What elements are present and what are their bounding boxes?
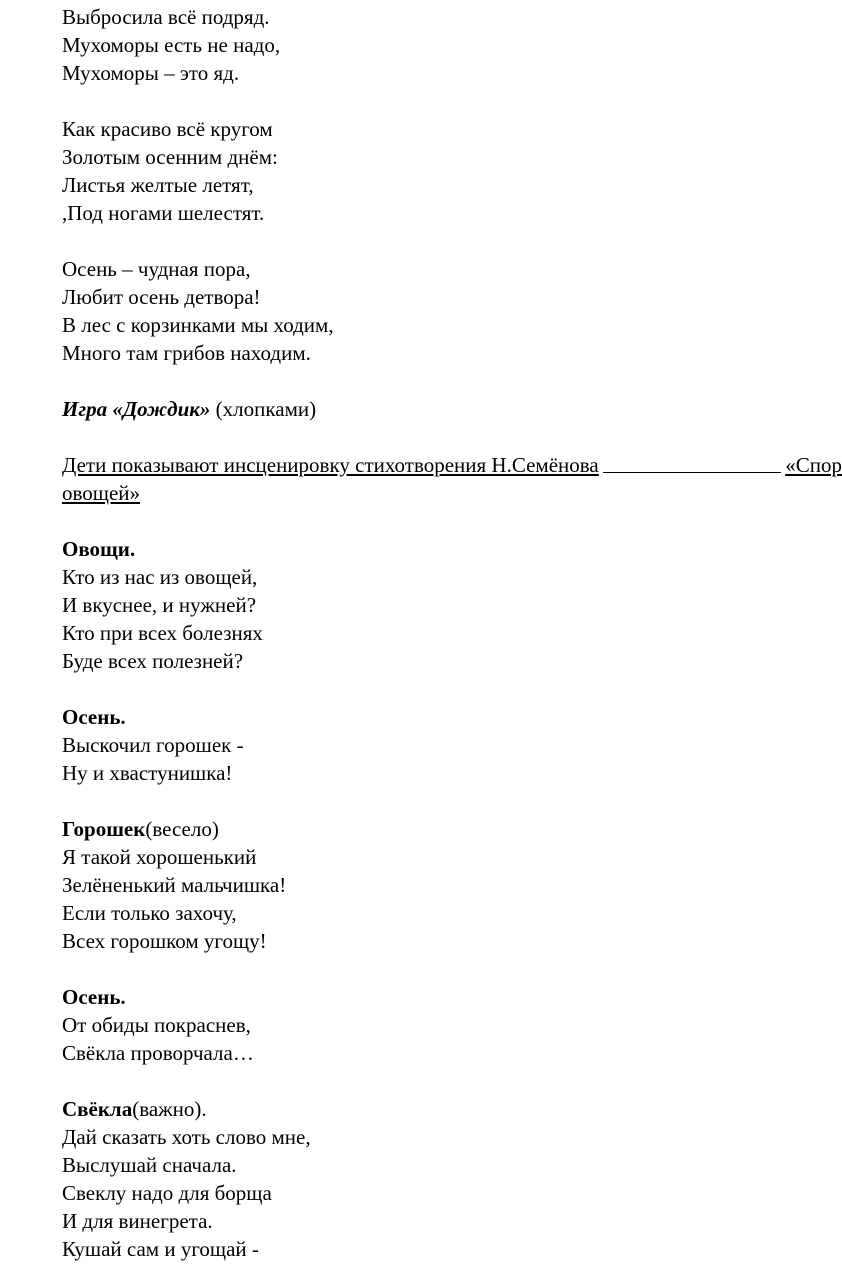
speaker-name: Овощи.	[62, 537, 136, 561]
poem-line: Золотым осенним днём:	[62, 145, 278, 169]
poem-line: Всех горошком угощу!	[62, 929, 267, 953]
game-title: Игра «Дождик»	[62, 397, 211, 421]
intro-paragraph	[62, 451, 842, 507]
poem-line: Осень – чудная пора,	[62, 257, 251, 281]
autumn-block-2	[62, 983, 816, 1067]
poem-line: В лес с корзинками мы ходим,	[62, 313, 334, 337]
intro-text-left: Дети показывают инсценировку стихотворения Н.Семёнова	[62, 453, 599, 477]
poem-line: Кушай сам и угощай -	[62, 1237, 259, 1261]
stage-direction: (важно).	[132, 1097, 207, 1121]
blank-line	[62, 675, 816, 703]
stanza-1	[62, 3, 816, 87]
speaker-name: Осень.	[62, 705, 126, 729]
poem-line: И для винегрета.	[62, 1209, 213, 1233]
poem-line: Ну и хвастунишка!	[62, 761, 233, 785]
poem-line: Свеклу надо для борща	[62, 1181, 272, 1205]
speaker-name: Горошек	[62, 817, 146, 841]
poem-line: Свёкла проворчала…	[62, 1041, 254, 1065]
speaker-heading	[62, 1095, 816, 1123]
speaker-name: Свёкла	[62, 1097, 133, 1121]
poem-line: Если только захочу,	[62, 901, 237, 925]
beet-block	[62, 1095, 816, 1263]
game-note: (хлопками)	[210, 397, 317, 421]
intro-line-1	[62, 451, 842, 479]
blank-line	[62, 87, 816, 115]
poem-line: Дай сказать хоть слово мне,	[62, 1125, 311, 1149]
blank-line	[62, 507, 816, 535]
blank-line	[62, 1067, 816, 1095]
poem-line: Любит осень детвора!	[62, 285, 261, 309]
autumn-block-1	[62, 703, 816, 787]
blank-line	[62, 227, 816, 255]
poem-line: Кто из нас из овощей,	[62, 565, 258, 589]
poem-line: Выскочил горошек -	[62, 733, 244, 757]
vegetables-block	[62, 535, 816, 675]
stanza-2	[62, 115, 816, 227]
poem-line: Много там грибов находим.	[62, 341, 311, 365]
poem-line: Как красиво всё кругом	[62, 117, 273, 141]
poem-line: Буде всех полезней?	[62, 649, 244, 673]
stage-direction: (весело)	[145, 817, 219, 841]
underline-gap	[603, 472, 782, 473]
speaker-heading	[62, 815, 816, 843]
poem-line: Листья желтые летят,	[62, 173, 254, 197]
poem-line: Мухоморы – это яд.	[62, 61, 240, 85]
intro-line-2: овощей»	[62, 481, 141, 505]
blank-line	[62, 367, 816, 395]
blank-line	[62, 423, 816, 451]
peas-block	[62, 815, 816, 955]
intro-text-right: «Спор	[785, 453, 842, 477]
poem-line: Мухоморы есть не надо,	[62, 33, 281, 57]
poem-line: Выслушай сначала.	[62, 1153, 237, 1177]
poem-line: От обиды покраснев,	[62, 1013, 251, 1037]
poem-line: Я такой хорошенький	[62, 845, 257, 869]
poem-line: ,Под ногами шелестят.	[62, 201, 265, 225]
stanza-3	[62, 255, 816, 367]
document-page	[62, 3, 842, 1263]
speaker-name: Осень.	[62, 985, 126, 1009]
blank-line	[62, 955, 816, 983]
poem-line: Кто при всех болезнях	[62, 621, 263, 645]
poem-line: Зелёненький мальчишка!	[62, 873, 287, 897]
blank-line	[62, 787, 816, 815]
poem-line: Выбросила всё подряд.	[62, 5, 270, 29]
game-heading	[62, 395, 816, 423]
poem-line: И вкуснее, и нужней?	[62, 593, 257, 617]
